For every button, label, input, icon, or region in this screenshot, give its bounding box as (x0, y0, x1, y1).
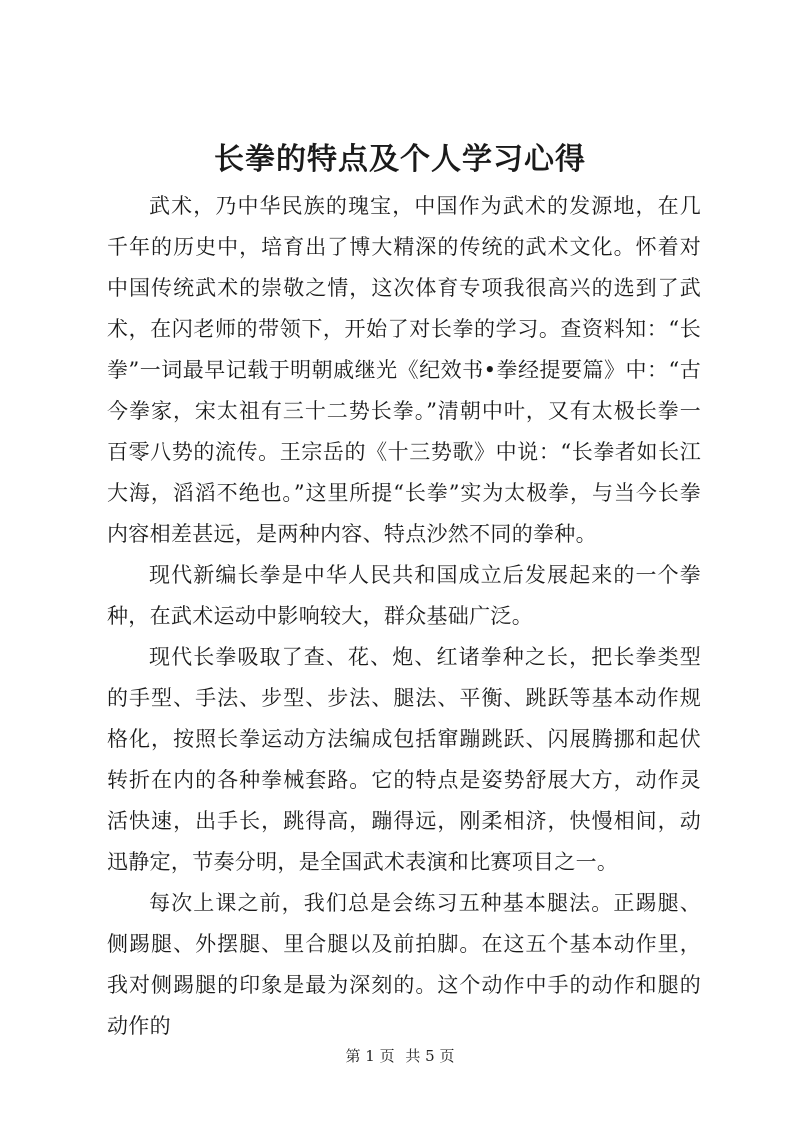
document-body (107, 186, 701, 1047)
document-title: 长拳的特点及个人学习心得 (214, 142, 586, 177)
paragraph: 每次上课之前，我们总是会练习五种基本腿法。正踢腿、侧踢腿、外摆腿、里合腿以及前拍脚。在这五个基本动作里，我对侧踢腿的印象是最为深刻的。这个动作中手的动作和腿的动作的 (107, 891, 701, 1038)
paragraph: 武术，乃中华民族的瑰宝，中国作为武术的发源地，在几千年的历史中，培育出了博大精深的传统的武术文化。怀着对中国传统武术的崇敬之情，这次体育专项我很高兴的选到了武术，在闪老师的带领下，开始了对长拳的学习。查资料知：“长拳”一词最早记载于明朝戚继光《纪效书•拳经提要篇》中：“古今拳家，宋太祖有三十二势长拳。”清朝中叶，又有太极长拳一百零八势的流传。王宗岳的《十三势歌》中说：“长拳者如长江大海，滔滔不绝也。”这里所提“长拳”实为太极拳，与当今长拳内容相差甚远，是两种内容、特点沙然不同的拳种。 (107, 194, 701, 546)
paragraph: 现代长拳吸取了查、花、炮、红诸拳种之长，把长拳类型的手型、手法、步型、步法、腿法、平衡、跳跃等基本动作规格化，按照长拳运动方法编成包括窜蹦跳跃、闪展腾挪和起伏转折在内的各种拳械套路。它的特点是姿势舒展大方，动作灵活快速，出手长，跳得高，蹦得远，刚柔相济，快慢相间，动迅静定，节奏分明，是全国武术表演和比赛项目之一。 (107, 645, 701, 874)
page-number: 第 1 页 (345, 1047, 395, 1065)
page-total: 共 5 页 (405, 1047, 455, 1065)
paragraph: 现代新编长拳是中华人民共和国成立后发展起来的一个拳种，在武术运动中影响较大，群众基础广泛。 (107, 563, 701, 628)
page-footer (0, 1046, 800, 1066)
